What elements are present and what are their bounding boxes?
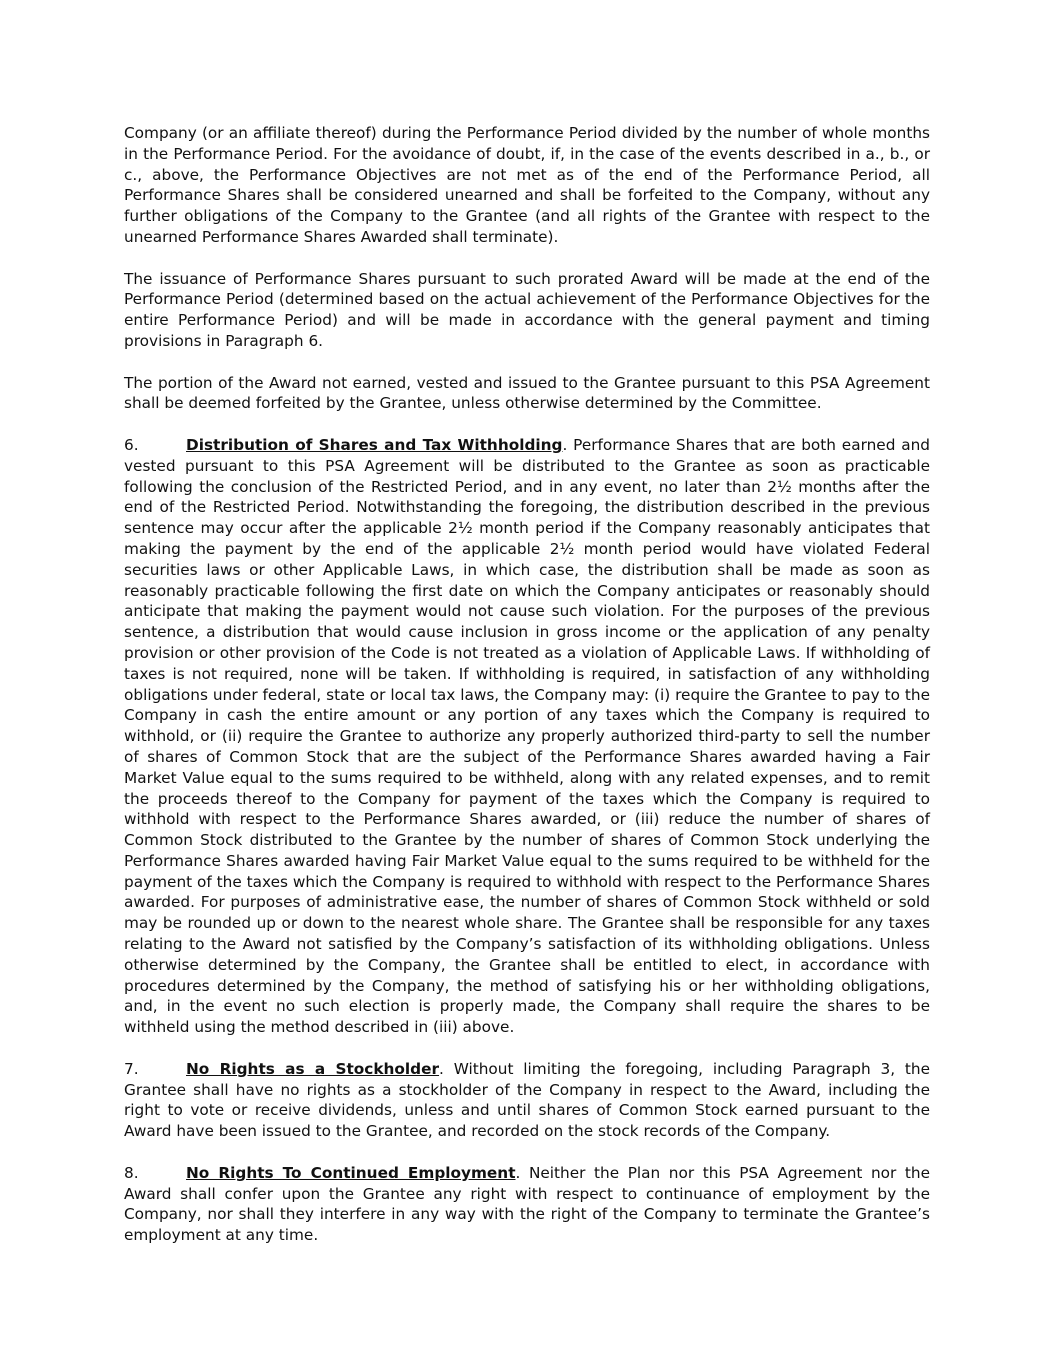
section-heading: No Rights To Continued Employment: [186, 1163, 516, 1182]
section-6-distribution: [124, 435, 930, 1038]
section-heading: No Rights as a Stockholder: [186, 1059, 440, 1078]
section-body: . Without limiting the foregoing, including Paragraph 3, the Grantee shall have no rights as a stockholder of the Company in respect to the Award, including the right to vote or receive dividends, unless and until shares of Common Stock earned pursuant to the Award have been issued to the Grantee, and recorded on the stock records of the Company.: [124, 1059, 930, 1141]
paragraph-forfeiture: The portion of the Award not earned, vested and issued to the Grantee pursuant to this PSA Agreement shall be deemed forfeited by the Grantee, unless otherwise determined by the Committee.: [124, 373, 930, 413]
section-7-no-rights-stockholder: [124, 1059, 930, 1142]
section-number: 7.: [124, 1059, 139, 1078]
section-number: 6.: [124, 435, 139, 454]
paragraph-prorated-award: Company (or an affiliate thereof) during the Performance Period divided by the number of whole months in the Performance Period. For the avoidance of doubt, if, in the case of the events described in a., b., or c., above, the Performance Objectives are not met as of the end of the Performance Period, all Performance Shares shall be considered unearned and shall be forfeited to the Company, without any further obligations of the Company to the Grantee (and all rights of the Grantee with respect to the unearned Performance Shares Awarded shall terminate).: [124, 124, 930, 246]
section-8-no-rights-employment: [124, 1163, 930, 1246]
paragraph-issuance: The issuance of Performance Shares pursuant to such prorated Award will be made at the end of the Performance Period (determined based on the actual achievement of the Performance Objectives for the entire Performance Period) and will be made in accordance with the general payment and timing provisions in Paragraph 6.: [124, 269, 930, 350]
section-body: . Neither the Plan nor this PSA Agreement nor the Award shall confer upon the Grantee any right with respect to continuance of employment by the Company, nor shall they interfere in any way with the right of the Company to terminate the Grantee’s employment at any time.: [124, 1163, 931, 1245]
section-heading: Distribution of Shares and Tax Withholding: [186, 435, 563, 454]
section-body: . Performance Shares that are both earned and vested pursuant to this PSA Agreement will be distributed to the Grantee as soon as practicable following the conclusion of the Restricted Period, and in any event, no later than 2½ months after the end of the Restricted Period. Notwithstanding the foregoing, the distribution described in the previous sentence may occur after the applicable 2½ month period if the Company reasonably anticipates that making the payment by the end of the applicable 2½ month period would have violated Federal securities laws or other Applicable Laws, in which case, the distribution shall be made as soon as reasonably practicable following the first date on which the Company anticipates or reasonably should anticipate that making the payment would not cause such violation. For the purposes of the previous sentence, a distribution that would cause inclusion in gross income or the application of any penalty provision or other provision of the Code is not treated as a violation of Applicable Laws. If withholding of taxes is not required, none will be taken. If withholding is required, in satisfaction of any withholding obligations under federal, state or local tax laws, the Company may: (i) require the Grantee to pay to the Company in cash the entire amount or any portion of any taxes which the Company is required to withhold, or (ii) require the Grantee to authorize any properly authorized third-party to sell the number of shares of Common Stock that are the subject of the Performance Shares awarded having a Fair Market Value equal to the sums required to be withheld, along with any related expenses, and to remit the proceeds thereof to the Company for payment of the taxes which the Company is required to withhold with respect to the Performance Shares awarded, or (iii) reduce the number of shares of Common Stock distributed to the Grantee by the number of shares of Common Stock underlying the Performance Shares awarded having Fair Market Value equal to the sums required to be withheld for the payment of the taxes which the Company is required to withhold with respect to the Performance Shares awarded. For purposes of administrative ease, the number of shares of Common Stock withheld or sold may be rounded up or down to the nearest whole share. The Grantee shall be responsible for any taxes relating to the Award not satisfied by the Company’s satisfaction of its withholding obligations. Unless otherwise determined by the Company, the Grantee shall be entitled to elect, in accordance with procedures determined by the Company, the method of satisfying his or her withholding obligations, and, in the event no such election is properly made, the Company shall require the shares to be withheld using the method described in (iii) above.: [124, 435, 930, 1037]
document-page: [124, 123, 930, 1267]
section-number: 8.: [124, 1163, 139, 1182]
